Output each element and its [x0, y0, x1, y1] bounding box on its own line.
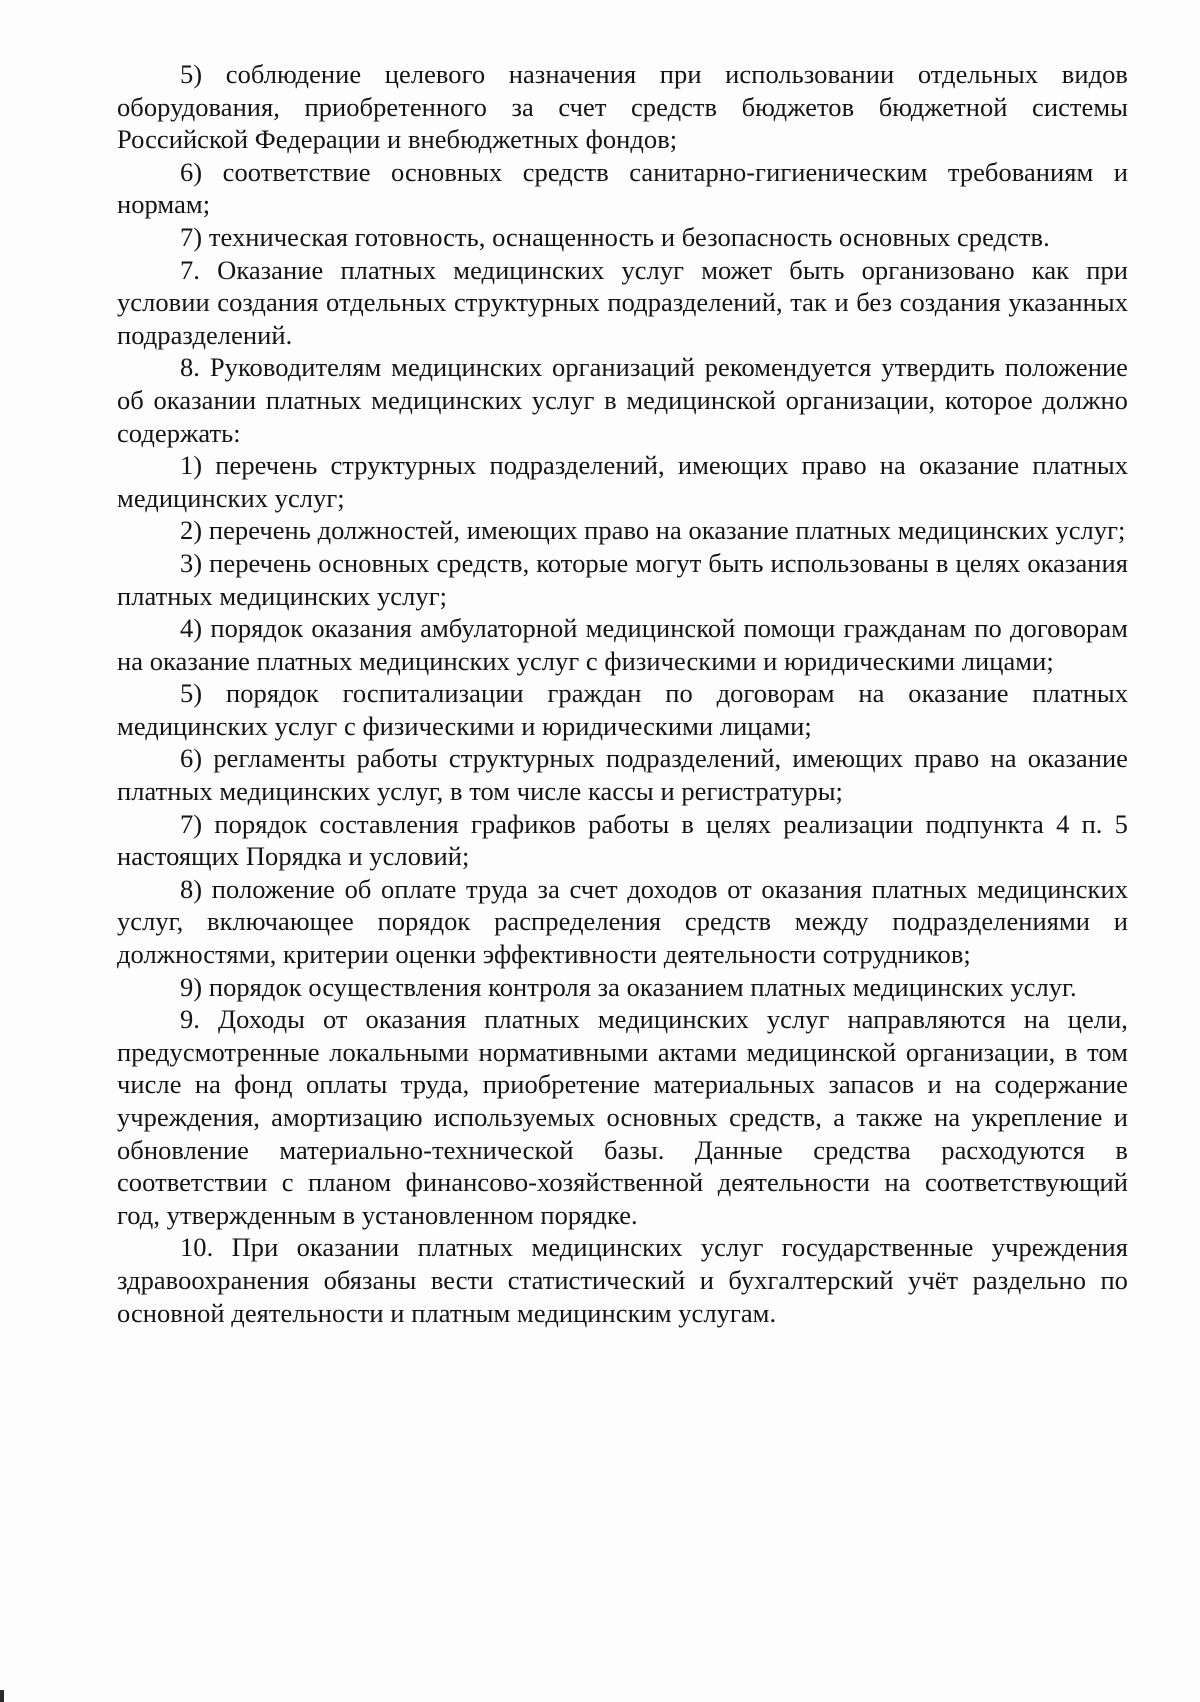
subitem-5-equipment-purpose: 5) соблюдение целевого назначения при использовании отдельных видов оборудования, приобретенного за счет средств бюджетов бюджетной системы Российской Федерации и внебюджетных фондов;: [117, 59, 1128, 155]
scan-edge-mark: [0, 1690, 4, 1702]
subitem-3-fixed-assets-list: 3) перечень основных средств, которые могут быть использованы в целях оказания платных медицинских услуг;: [117, 547, 1128, 611]
subitem-4-outpatient-procedure: 4) порядок оказания амбулаторной медицинской помощи гражданам по договорам на оказание платных медицинских услуг с физическими и юридическими лицами;: [117, 613, 1128, 676]
subitem-7-schedules: 7) порядок составления графиков работы в целях реализации подпункта 4 п. 5 настоящих Порядка и условий;: [117, 808, 1128, 872]
subitem-2-positions-list: 2) перечень должностей, имеющих право на оказание платных медицинских услуг;: [180, 515, 1126, 546]
clause-10-accounting: 10. При оказании платных медицинских услуг государственные учреждения здравоохранения обязаны вести статистический и бухгалтерский учёт раздельно по основной деятельности и платным медицинским услугам.: [117, 1232, 1128, 1328]
subitem-8-remuneration: 8) положение об оплате труда за счет доходов от оказания платных медицинских услуг, включающее порядок распределения средств между подразделениями и должностями, критерии оценки эффективности деятельности сотрудников;: [117, 873, 1128, 970]
subitem-9-control: 9) порядок осуществления контроля за оказанием платных медицинских услуг.: [180, 971, 1077, 1002]
subitem-7-technical-readiness: 7) техническая готовность, оснащенность и безопасность основных средств.: [180, 221, 1050, 252]
clause-8-regulation: 8. Руководителям медицинских организаций рекомендуется утвердить положение об оказании платных медицинских услуг в медицинской организации, которое должно содержать:: [117, 352, 1128, 448]
subitem-6-work-regulations: 6) регламенты работы структурных подразделений, имеющих право на оказание платных медицинских услуг, в том числе кассы и регистратуры;: [117, 743, 1128, 807]
subitem-5-hospitalization-procedure: 5) порядок госпитализации граждан по договорам на оказание платных медицинских услуг с физическими и юридическими лицами;: [117, 678, 1128, 741]
clause-7-organization: 7. Оказание платных медицинских услуг может быть организовано как при условии создания отдельных структурных подразделений, так и без создания указанных подразделений.: [117, 254, 1128, 350]
clause-9-income: 9. Доходы от оказания платных медицинских услуг направляются на цели, предусмотренные локальными нормативными актами медицинской организации, в том числе на фонд оплаты труда, приобретение материальных запасов и на содержание учреждения, амортизацию используемых основных средств, а также на укрепление и обновление материально-технической базы. Данные средства расходуются в соответствии с планом финансово-хозяйственной деятельности на соответствующий год, утвержденным в установленном порядке.: [117, 1004, 1128, 1230]
subitem-6-sanitary-requirements: 6) соответствие основных средств санитарно-гигиеническим требованиям и нормам;: [117, 156, 1128, 220]
subitem-1-divisions-list: 1) перечень структурных подразделений, имеющих право на оказание платных медицинских услуг;: [117, 450, 1128, 513]
